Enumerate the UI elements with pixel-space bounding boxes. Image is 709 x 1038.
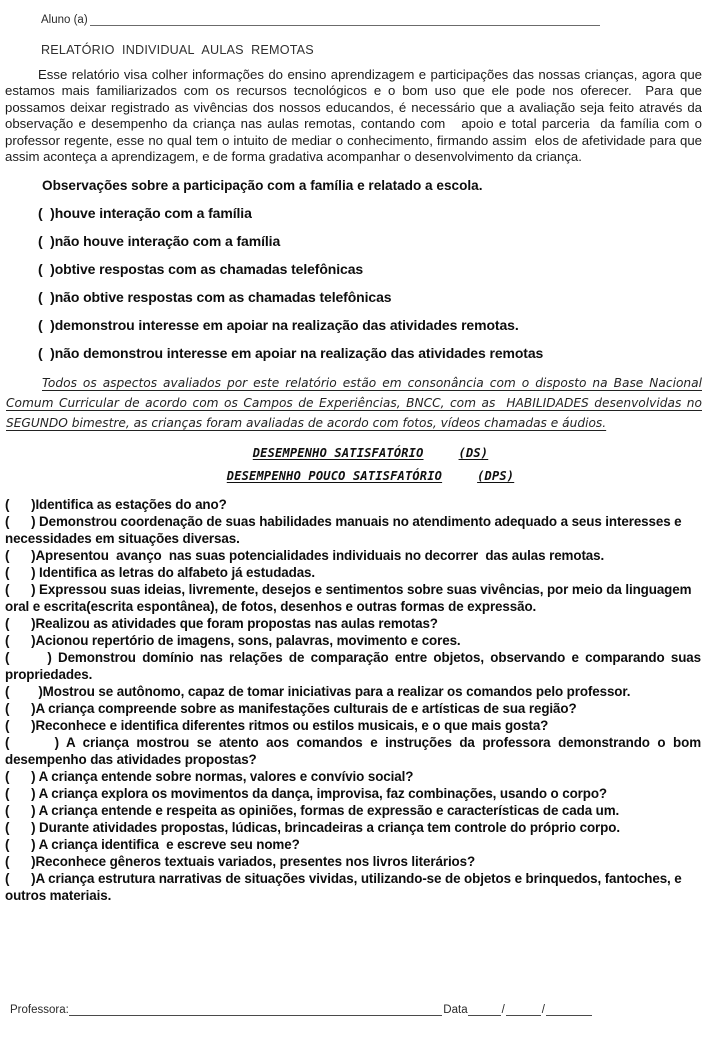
observation-item: ( )houve interação com a família xyxy=(38,205,252,222)
report-page xyxy=(0,14,709,1038)
aluno-fill-line xyxy=(90,23,600,26)
signature-row xyxy=(10,1004,592,1016)
legend-ds-label: DESEMPENHO SATISFATÓRIO xyxy=(252,446,424,461)
date-month-line xyxy=(506,1013,541,1016)
legend-line-poor xyxy=(16,469,709,483)
checklist-item: ( ) A criança entende sobre normas, valores e convívio social? xyxy=(5,769,414,785)
bncc-note: Todos os aspectos avaliados por este relatório estão em consonância com o disposto na Base Nacional Comum Curricular de acordo com os Campos de Experiências, BNCC, com as HABILIDADES desenvolvidas no SEGUNDO bimestre, as crianças foram avaliadas de acordo com fotos, vídeos chamadas e áudios. xyxy=(6,376,702,431)
checklist-item: ( ) Expressou suas ideias, livremente, desejos e sentimentos sobre suas vivências, por meio da linguagem oral e escrita(escrita espontânea), de fotos, desenhos e outras formas de expressão. xyxy=(5,582,692,615)
checklist-item: ( ) Demonstrou domínio nas relações de comparação entre objetos, observando e comparando suas propriedades. xyxy=(5,650,701,683)
intro-paragraph: Esse relatório visa colher informações do ensino aprendizagem e participações das nossas crianças, agora que estamos mais familiarizados com os recursos tecnológicos e o bom uso que ele pode nos oferecer. Para que possamos deixar registrado as vivências dos nossos educandos, é necessário que a avaliação seja feito através da observação e desempenho da criança nas aulas remotas, contando com apoio e total parceria da família com o professor regente, esse no qual tem o intuito de mediar o conhecimento, firmando assim elos de afetividade para que assim aconteça a aprendizagem, e de forma gradativa acompanhar o desenvolvimento da criança. xyxy=(5,67,702,165)
checklist-item: ( ) Demonstrou coordenação de suas habilidades manuais no atendimento adequado a seus interesses e necessidades em situações diversas. xyxy=(5,514,682,547)
checklist-item: ( )Realizou as atividades que foram propostas nas aulas remotas? xyxy=(5,616,438,632)
date-day-line xyxy=(468,1013,501,1016)
legend-dps-label: DESEMPENHO POUCO SATISFATÓRIO xyxy=(226,469,443,484)
checklist xyxy=(5,496,701,904)
checklist-item: ( )Reconhece gêneros textuais variados, presentes nos livros literários? xyxy=(5,854,476,870)
professora-fill-line xyxy=(69,1013,442,1016)
checklist-item: ( )A criança compreende sobre as manifestações culturais de e artísticas de sua região? xyxy=(5,701,577,717)
report-title: RELATÓRIO INDIVIDUAL AULAS REMOTAS xyxy=(41,43,314,57)
professora-label: Professora: xyxy=(10,1004,69,1016)
checklist-item: ( ) A criança explora os movimentos da dança, improvisa, faz combinações, usando o corpo? xyxy=(5,786,608,802)
legend-line-satisfactory xyxy=(16,446,709,460)
date-slash: / xyxy=(501,1004,505,1016)
checklist-item: ( )Acionou repertório de imagens, sons, palavras, movimento e cores. xyxy=(5,633,461,649)
checklist-item: ( ) Identifica as letras do alfabeto já estudadas. xyxy=(5,565,316,581)
date-year-line xyxy=(546,1013,592,1016)
observation-item: ( )obtive respostas com as chamadas telefônicas xyxy=(38,261,364,278)
legend-dps-abbr: (DPS) xyxy=(477,469,515,484)
legend-ds-abbr: (DS) xyxy=(458,446,489,461)
date-slash: / xyxy=(541,1004,545,1016)
observation-item: ( )não obtive respostas com as chamadas telefônicas xyxy=(38,289,392,306)
checklist-item: ( )Apresentou avanço nas suas potencialidades individuais no decorrer das aulas remotas. xyxy=(5,548,605,564)
observation-item: ( )não demonstrou interesse em apoiar na realização das atividades remotas xyxy=(38,345,544,362)
data-label: Data xyxy=(443,1004,468,1016)
checklist-item: ( )Mostrou se autônomo, capaz de tomar iniciativas para a realizar os comandos pelo professor. xyxy=(5,684,631,700)
checklist-item: ( ) Durante atividades propostas, lúdicas, brincadeiras a criança tem controle do próprio corpo. xyxy=(5,820,620,836)
checklist-item: ( ) A criança mostrou se atento aos comandos e instruções da professora demonstrando o bom desempenho das atividades propostas? xyxy=(5,735,701,768)
observation-item: ( )demonstrou interesse em apoiar na realização das atividades remotas. xyxy=(38,317,519,334)
checklist-item: ( ) A criança identifica e escreve seu nome? xyxy=(5,837,300,853)
observations-heading: Observações sobre a participação com a família e relatado a escola. xyxy=(42,178,483,194)
checklist-item: ( )A criança estrutura narrativas de situações vividas, utilizando-se de objetos e brinquedos, fantoches, e outros materiais. xyxy=(5,871,682,904)
checklist-item: ( )Identifica as estações do ano? xyxy=(5,497,227,513)
observation-item: ( )não houve interação com a família xyxy=(38,233,281,250)
aluno-row xyxy=(41,14,600,26)
aluno-label: Aluno (a) xyxy=(41,14,88,26)
checklist-item: ( ) A criança entende e respeita as opiniões, formas de expressão e características de cada um. xyxy=(5,803,620,819)
checklist-item: ( )Reconhece e identifica diferentes ritmos ou estilos musicais, e o que mais gosta? xyxy=(5,718,549,734)
